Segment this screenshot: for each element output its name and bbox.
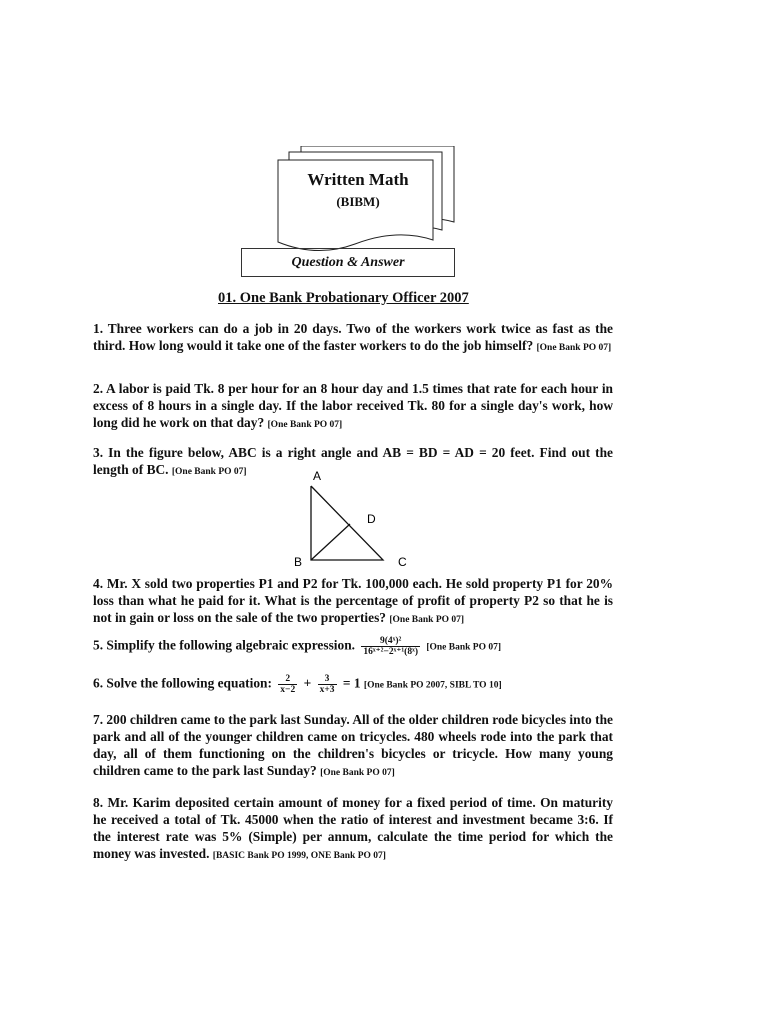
fraction-numerator: 2 <box>278 674 297 685</box>
question-7 <box>93 711 613 782</box>
question-ref: [One Bank PO 07] <box>320 768 395 778</box>
question-ref: [One Bank PO 07] <box>536 343 612 353</box>
fraction-denominator: x−2 <box>280 685 296 695</box>
banner-title: Written Math <box>307 170 409 189</box>
question-ref: [One Bank PO 07] <box>171 467 247 477</box>
question-1 <box>93 320 613 357</box>
qa-label: Question & Answer <box>241 248 455 277</box>
banner-subtitle: (BIBM) <box>336 194 380 209</box>
expression-fraction <box>361 636 420 657</box>
fraction-denominator: x+3 <box>319 685 335 695</box>
label-c: C <box>398 555 407 569</box>
question-5 <box>93 636 613 657</box>
plus-sign: + <box>303 675 312 691</box>
question-ref: [One Bank PO 2007, SIBL TO 10] <box>363 680 502 691</box>
question-text: 5. Simplify the following algebraic expression. <box>93 637 355 653</box>
question-text: 4. Mr. X sold two properties P1 and P2 for Tk. 100,000 each. He sold property P1 for 20% loss than what he paid for it. What is the percentage of profit of property P2 so that he is not in gain or loss on the sale of the two properties? <box>93 576 613 625</box>
segment-bd <box>311 524 350 560</box>
section-title: 01. One Bank Probationary Officer 2007 <box>218 290 469 306</box>
question-text: 3. In the figure below, ABC is a right angle and AB = BD = AD = 20 feet. Find out the length of BC. <box>93 445 613 477</box>
question-ref: [One Bank PO 07] <box>426 642 502 653</box>
equals-one: = 1 <box>342 675 361 691</box>
fraction-numerator: 9(4ˣ)² <box>361 636 420 647</box>
question-text: 6. Solve the following equation: <box>93 675 272 691</box>
question-ref: [BASIC Bank PO 1999, ONE Bank PO 07] <box>212 851 386 861</box>
question-4 <box>93 575 613 629</box>
equation-fraction-1 <box>278 674 297 695</box>
question-2 <box>93 380 613 434</box>
triangle-figure <box>288 466 418 571</box>
question-text: 2. A labor is paid Tk. 8 per hour for an 8 hour day and 1.5 times that rate for each hour in excess of 8 hours in a single day. If the labor received Tk. 80 for a single day's work, how long did he work on that day? <box>93 381 613 430</box>
fraction-numerator: 3 <box>318 674 337 685</box>
question-8 <box>93 794 613 865</box>
label-b: B <box>294 555 303 569</box>
fraction-denominator: 16ˣ⁺²−2ˣ⁺¹(8ˣ) <box>363 647 418 657</box>
question-text: 7. 200 children came to the park last Sunday. All of the older children rode bicycles into the park and all of the younger children came on tricycles. 480 wheels rode into the park that day, all of them functioning on the children's bicycles or tricycle. How many young children came to the park last Sunday? <box>93 712 613 778</box>
question-6 <box>93 674 613 695</box>
question-ref: [One Bank PO 07] <box>267 420 343 430</box>
label-d: D <box>367 512 376 526</box>
question-ref: [One Bank PO 07] <box>389 615 465 625</box>
equation-fraction-2 <box>318 674 337 695</box>
question-text: 1. Three workers can do a job in 20 days. Two of the workers work twice as fast as the third. How long would it take one of the faster workers to do the job himself? <box>93 321 613 353</box>
question-text: 8. Mr. Karim deposited certain amount of money for a fixed period of time. On maturity he received a total of Tk. 45000 when the ratio of interest and investment became 3:6. If the interest rate was 5% (Simple) per annum, calculate the time period for which the money was invested. <box>93 795 613 861</box>
label-a: A <box>313 469 322 483</box>
